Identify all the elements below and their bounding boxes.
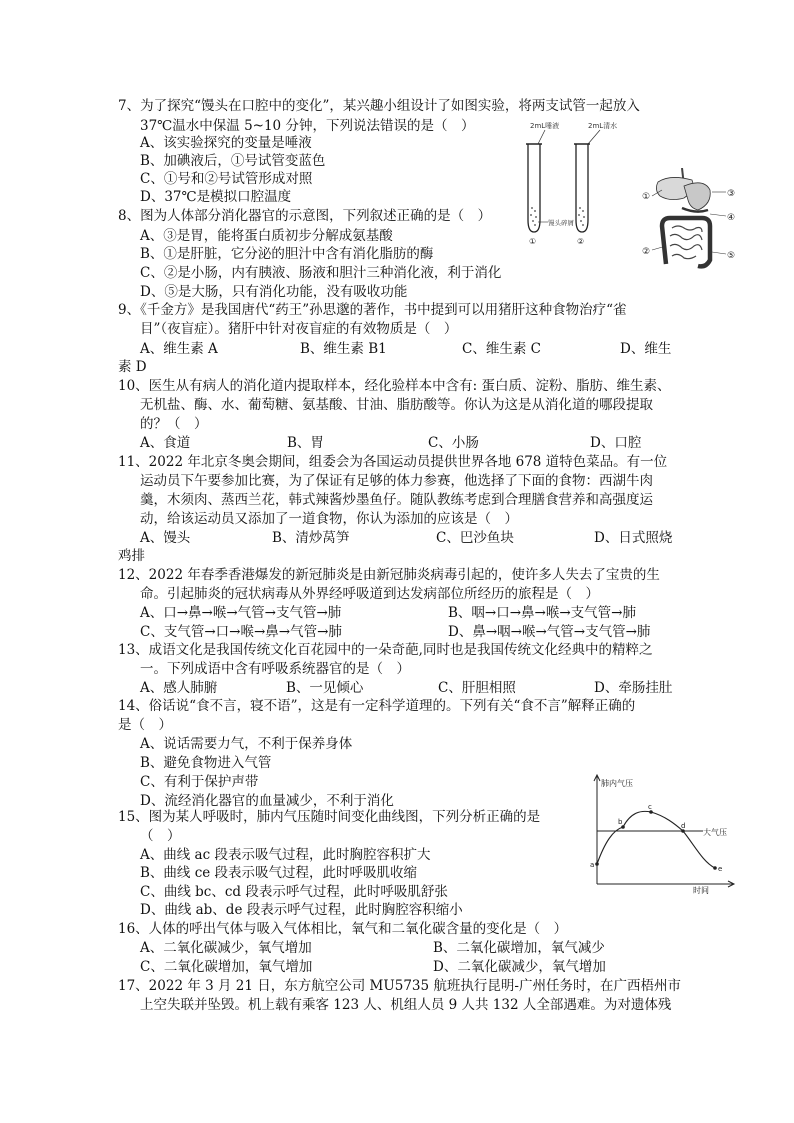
q10-option-d: D、口腔 (590, 435, 642, 451)
q16-option-a: A、二氧化碳减少，氧气增加 (140, 940, 312, 956)
q11-line-1: 11、2022 年北京冬奥会期间，组委会为各国运动员提供世界各地 678 道特色菜品。有一位 (118, 454, 668, 470)
q9-option-d-cont: 素 D (118, 359, 147, 375)
q9-line-1: 9、《千金方》是我国唐代“药王”孙思邈的著作，书中提到可以用猪肝这种食物治疗“雀 (118, 302, 627, 318)
test-tube-1 (528, 144, 540, 232)
q9-line-2: 目”（夜盲症）。猪肝中针对夜盲症的有效物质是（ ） (140, 321, 458, 337)
q10-line-2: 无机盐、酶、水、葡萄糖、氨基酸、甘油、脂肪酸等。你认为这是从消化道的哪段提取 (140, 397, 653, 413)
q13-option-b: B、一见倾心 (286, 680, 364, 696)
q14-option-b: B、避免食物进入气管 (140, 755, 272, 771)
lung-pressure-chart (585, 772, 745, 894)
q11-option-c: C、巴沙鱼块 (436, 530, 514, 546)
q11-option-d: D、日式照烧 (594, 530, 673, 546)
q16-option-b: B、二氧化碳增加，氧气减少 (433, 940, 605, 956)
q10-line-1: 10、医生从有病人的消化道内提取样本，经化验样本中含有: 蛋白质、淀粉、脂肪、维生素、 (118, 378, 671, 394)
q9-option-d: D、维生 (620, 341, 672, 357)
point-a (595, 862, 599, 866)
q12-option-a: A、口→鼻→喉→气管→支气管→肺 (140, 605, 342, 621)
q8-option-c: C、②是小肠，内有胰液、肠液和胆汁三种消化液，利于消化 (140, 265, 502, 281)
digestive-label-2: ② (642, 247, 651, 257)
q11-option-a: A、馒头 (140, 530, 191, 546)
q11-line-2: 运动员下午要参加比赛，为了保证有足够的体力参赛，他选择了下面的食物：西湖牛肉 (140, 473, 653, 489)
q12-option-d: D、鼻→咽→喉→气管→支气管→肺 (448, 624, 651, 640)
digestive-label-5: ⑤ (727, 251, 736, 261)
stomach-shape (684, 183, 710, 210)
tube-1-label: 2mL唾液 (530, 122, 560, 130)
q12-line-2: 命。引起肺炎的冠状病毒从外界经呼吸道到达发病部位所经历的旅程是（ ） (140, 586, 599, 602)
q14-option-c: C、有利于保护声带 (140, 774, 259, 790)
digestive-label-3: ③ (727, 189, 736, 199)
q16-line-1: 16、人体的呼出气体与吸入气体相比，氧气和二氧化碳含量的变化是（ ） (118, 921, 568, 937)
q17-line-1: 17、2022 年 3 月 21 日，东方航空公司 MU5735 航班执行昆明-广州任务时，在广西梧州市 (118, 978, 681, 994)
q7-option-d: D、37℃是模拟口腔温度 (140, 189, 292, 205)
q11-line-3: 羹，木须肉、蒸西兰花，韩式辣酱炒墨鱼仔。随队教练考虑到合理膳食营养和高强度运 (140, 492, 653, 508)
test-tube-figure (520, 118, 630, 248)
tube-1-number: ① (529, 237, 537, 246)
q12-option-c: C、支气管→口→喉→鼻→气管→肺 (140, 624, 342, 640)
q14-line-2: 是（ ） (118, 717, 172, 733)
q10-option-a: A、食道 (140, 435, 191, 451)
q10-option-c: C、小肠 (428, 435, 479, 451)
q7-option-b: B、加碘液后，①号试管变蓝色 (140, 153, 326, 169)
q13-option-c: C、肝胆相照 (438, 680, 516, 696)
q15-option-c: C、曲线 bc、cd 段表示呼气过程，此时呼吸肌舒张 (140, 884, 448, 900)
point-d-label: d (681, 822, 686, 830)
point-b-label: b (618, 818, 623, 826)
q16-option-d: D、二氧化碳减少，氧气增加 (433, 959, 606, 975)
test-tube-2 (576, 144, 588, 232)
q12-line-1: 12、2022 年春季香港爆发的新冠肺炎是由新冠肺炎病毒引起的，使许多人失去了宝贵的生 (118, 567, 660, 583)
x-axis-label: 时间 (693, 886, 709, 894)
point-e-label: e (718, 865, 723, 873)
digestive-label-1: ① (642, 192, 651, 202)
q10-option-b: B、胃 (287, 435, 324, 451)
q15-option-b: B、曲线 ce 段表示吸气过程，此时呼吸肌收缩 (140, 865, 418, 881)
q8-line-1: 8、图为人体部分消化器官的示意图，下列叙述正确的是（ ） (118, 208, 492, 224)
point-c-label: c (648, 803, 652, 811)
q8-option-b: B、①是肝脏，它分泌的胆汁中含有消化脂肪的酶 (140, 246, 434, 262)
q14-option-a: A、说话需要力气，不利于保养身体 (140, 736, 353, 752)
bread-label: 馒头碎屑 (548, 219, 574, 227)
q17-line-2: 上空失联并坠毁。机上载有乘客 123 人、机组人员 9 人共 132 人全部遇难。为对遗体残 (140, 997, 672, 1013)
q15-line-1: 15、图为某人呼吸时，肺内气压随时间变化曲线图，下列分析正确的是 (118, 809, 541, 825)
q9-option-c: C、维生素 C (462, 341, 541, 357)
q12-option-b: B、咽→口→鼻→喉→支气管→肺 (448, 605, 636, 621)
pressure-curve (597, 811, 715, 868)
digestive-label-4: ④ (727, 213, 736, 223)
q10-line-3: 的？（ ） (140, 416, 208, 432)
q14-line-1: 14、俗话说“食不言，寝不语”，这是有一定科学道理的。下列有关“食不言”解释正确的 (118, 698, 636, 714)
tube-2-number: ② (577, 237, 585, 246)
q8-option-a: A、③是胃，能将蛋白质初步分解成氨基酸 (140, 228, 393, 244)
q7-option-a: A、该实验探究的变量是唾液 (140, 135, 312, 151)
point-e (713, 866, 717, 870)
q7-line-2: 37℃温水中保温 5~10 分钟，下列说法错误的是（ ） (140, 118, 475, 134)
q15-line-2: （ ） (140, 828, 181, 844)
q11-option-b: B、清炒莴笋 (272, 530, 350, 546)
q7-option-c: C、①号和②号试管形成对照 (140, 171, 313, 187)
q13-line-2: 一。下列成语中含有呼吸系统器官的是（ ） (140, 661, 410, 677)
q15-option-a: A、曲线 ac 段表示吸气过程，此时胸腔容积扩大 (140, 847, 431, 863)
tube-2-label: 2mL清水 (588, 122, 618, 130)
q13-option-a: A、感人肺腑 (140, 680, 218, 696)
q9-option-a: A、维生素 A (140, 341, 218, 357)
q13-option-d: D、牵肠挂肚 (594, 680, 673, 696)
digestive-system-figure (640, 168, 740, 278)
q13-line-1: 13、成语文化是我国传统文化百花园中的一朵奇葩,同时也是我国传统文化经典中的精粹之 (118, 642, 653, 658)
q8-option-d: D、⑤是大肠，只有消化功能，没有吸收功能 (140, 284, 408, 300)
point-a-label: a (590, 861, 595, 869)
q11-option-d-cont: 鸡排 (118, 548, 145, 564)
atmospheric-pressure-label: 大气压 (703, 828, 727, 837)
q14-option-d: D、流经消化器官的血量减少，不利于消化 (140, 793, 394, 809)
q16-option-c: C、二氧化碳增加，氧气增加 (140, 959, 313, 975)
q15-option-d: D、曲线 ab、de 段表示呼气过程，此时胸腔容积缩小 (140, 902, 463, 918)
q11-line-4: 动，给该运动员又添加了一道食物，你认为添加的应该是（ ） (140, 511, 518, 527)
q9-option-b: B、维生素 B1 (300, 341, 387, 357)
y-axis-label: 肺内气压 (601, 779, 633, 788)
q7-line-1: 7、为了探究“馒头在口腔中的变化”，某兴趣小组设计了如图实验，将两支试管一起放入 (118, 98, 640, 114)
large-intestine-shape (662, 218, 710, 266)
